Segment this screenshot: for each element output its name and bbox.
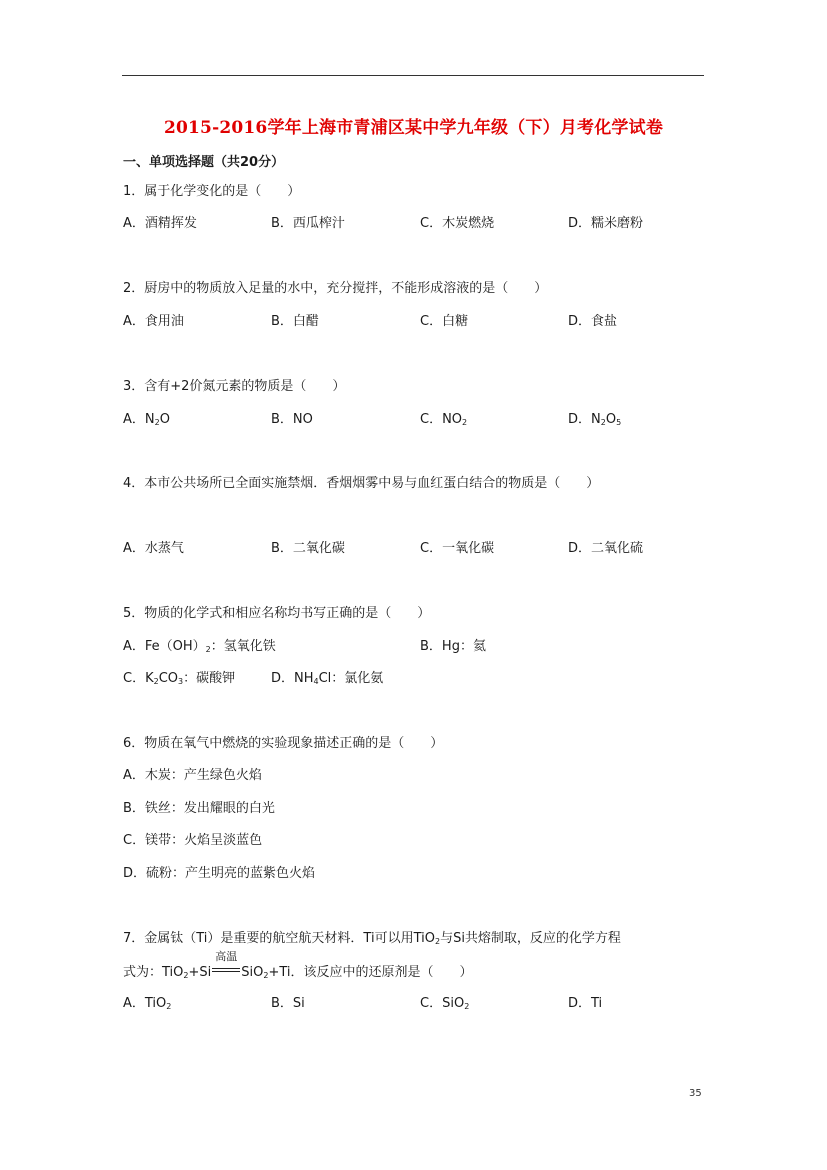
q7-option-c: C．SiO$_2$ [420,996,470,1011]
q4-option-c: C．一氧化碳 [420,541,495,556]
q2-option-a: A．食用油 [123,314,184,329]
q6-option-d: D．硫粉：产生明亮的蓝紫色火焰 [123,866,316,881]
q1-option-c: C．木炭燃烧 [420,216,495,231]
q2-option-c: C．白糖 [420,314,469,329]
q5-option-d: D．$NH_4Cl$：氯化氨 [271,671,384,686]
header-rule [122,75,704,76]
q6-option-c: C．镁带：火焰呈淡蓝色 [123,833,263,848]
q7-option-a: A．TiO$_2$ [123,996,172,1011]
q4-option-b: B．二氧化碳 [271,541,345,556]
q6-option-a: A．木炭：产生绿色火焰 [123,768,262,783]
q4-option-d: D．二氧化硫 [568,541,644,556]
q2-option-d: D．食盐 [568,314,618,329]
question-1-stem: 1．属于化学变化的是（ ） [123,184,301,199]
q2-option-b: B．白醋 [271,314,319,329]
q5-option-a: A．$Fe(OH)_2$：氢氧化铁 [123,639,276,654]
page-number: 35 [689,1088,702,1099]
q5-option-c: C．$K_2CO_3$：碳酸钾 [123,671,236,686]
q7-option-d: D．Ti [568,996,603,1011]
q3-option-a: A．$N_2O$ [123,412,170,427]
q7-option-b: B．Si [271,996,305,1011]
page-title: 2015-2016学年上海市青浦区某中学九年级（下）月考化学试卷 [163,118,664,138]
question-4-stem: 4．本市公共场所已全面实施禁烟．香烟烟雾中易与血红蛋白结合的物质是（ ） [123,476,600,491]
q1-option-a: A．酒精挥发 [123,216,197,231]
q1-option-b: B．西瓜榨汁 [271,216,345,231]
question-7-stem-line-1: 7．金属钛（Ti）是重要的航空航天材料．Ti可以用TiO$_2$与Si共熔制取，反应的化学方程 [123,931,621,946]
section-heading: 一、单项选择题（共20分） [123,155,285,170]
question-3-stem: 3．含有+2价氮元素的物质是（ ） [123,379,346,394]
question-7-stem-line-2: 式为：TiO$_2$+Si 高温 SiO$_2$+Ti．该反应中的还原剂是（ ） [123,950,473,980]
question-5-stem: 5．物质的化学式和相应名称均书写正确的是（ ） [123,606,431,621]
q3-option-c: C．$NO_2$ [420,412,468,427]
q1-option-d: D．糯米磨粉 [568,216,644,231]
q4-option-a: A．水蒸气 [123,541,184,556]
question-6-stem: 6．物质在氧气中燃烧的实验现象描述正确的是（ ） [123,736,444,751]
q5-option-b: B．Hg：氦 [420,639,486,654]
question-2-stem: 2．厨房中的物质放入足量的水中，充分搅拌，不能形成溶液的是（ ） [123,281,548,296]
reaction-condition-arrow: 高温 [211,962,241,976]
q3-option-d: D．$N_2O_5$ [568,412,622,427]
q3-option-b: B．NO [271,412,313,427]
q6-option-b: B．铁丝：发出耀眼的白光 [123,801,275,816]
